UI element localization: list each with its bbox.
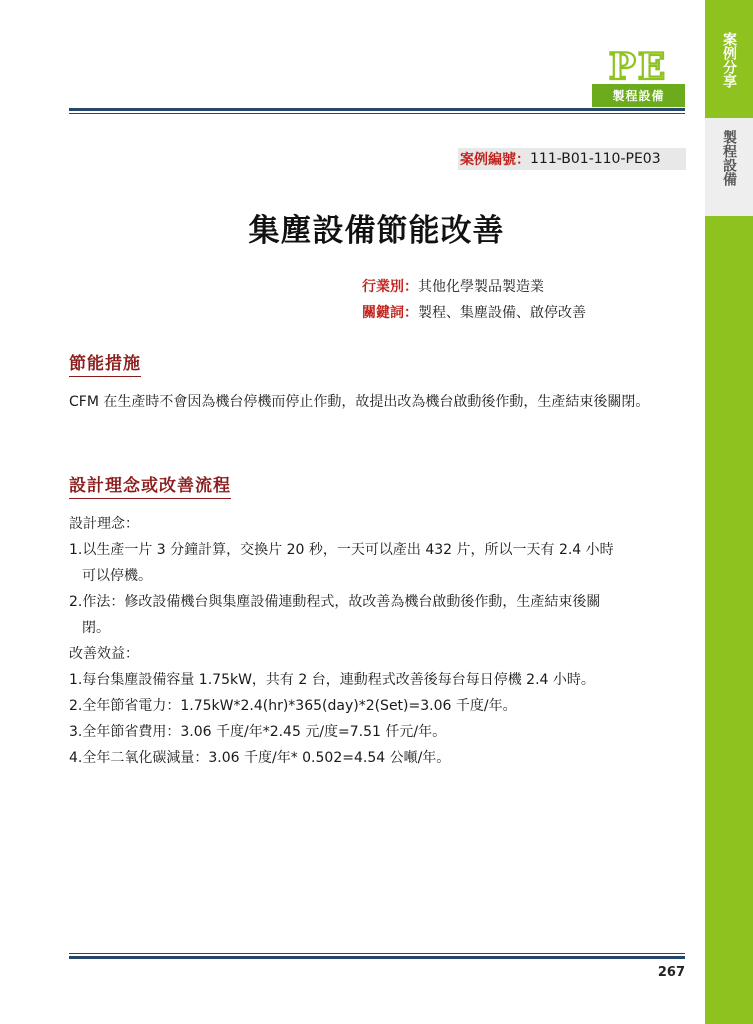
side-tab-bar	[705, 0, 753, 1024]
design-line: 2.作法：修改設備機台與集塵設備連動程式，故改善為機台啟動後作動，生產結束後關	[69, 594, 601, 610]
measures-heading: 節能措施	[69, 349, 141, 377]
design-line: 1.以生產一片 3 分鐘計算，交換片 20 秒，一天可以產出 432 片，所以一天有 2.4 小時	[69, 542, 614, 558]
industry-value: 其他化學製品製造業	[418, 279, 544, 295]
pe-logo-text: PE	[608, 48, 668, 84]
pe-logo-icon	[596, 48, 680, 84]
header-section-label: 製程設備	[612, 89, 665, 103]
design-line: 4.全年二氧化碳減量：3.06 千度/年* 0.502=4.54 公噸/年。	[69, 750, 451, 766]
design-line: 2.全年節省電力：1.75kW*2.4(hr)*365(day)*2(Set)=3.06 千度/年。	[69, 698, 517, 714]
header-section-tag	[592, 84, 685, 107]
keywords-label: 關鍵詞：	[362, 305, 418, 321]
side-tab-case-share[interactable]	[705, 0, 753, 118]
keywords-value: 製程、集塵設備、啟停改善	[418, 305, 586, 321]
side-tab-case-share-label: 案例分享	[721, 32, 737, 88]
industry-line	[362, 276, 544, 296]
side-tab-process-equipment[interactable]	[705, 118, 753, 216]
side-tab-process-equipment-label: 製程設備	[721, 130, 737, 186]
footer-rule-thick	[69, 956, 685, 959]
design-line: 可以停機。	[82, 568, 152, 584]
keywords-line	[362, 302, 586, 322]
page-number: 267	[657, 965, 685, 980]
design-heading: 設計理念或改善流程	[69, 471, 231, 499]
design-line: 閉。	[82, 620, 110, 636]
case-number-label: 案例編號：	[460, 152, 530, 168]
design-line: 3.全年節省費用：3.06 千度/年*2.45 元/度=7.51 仟元/年。	[69, 724, 447, 740]
header-rule-thin	[69, 113, 685, 114]
design-body	[69, 511, 689, 771]
design-line: 改善效益：	[69, 646, 139, 662]
header-rule-thick	[69, 108, 685, 111]
measures-paragraph: CFM 在生產時不會因為機台停機而停止作動，故提出改為機台啟動後作動，生產結束後關閉。	[69, 394, 650, 410]
case-number-value: 111-B01-110-PE03	[530, 151, 661, 167]
footer-rule-thin	[69, 953, 685, 954]
design-line: 1.每台集塵設備容量 1.75kW，共有 2 台，連動程式改善後每台每日停機 2.4 小時。	[69, 672, 595, 688]
case-number-box	[458, 148, 686, 170]
design-line: 設計理念：	[69, 516, 139, 532]
page-title: 集塵設備節能改善	[248, 213, 505, 249]
industry-label: 行業別：	[362, 279, 418, 295]
